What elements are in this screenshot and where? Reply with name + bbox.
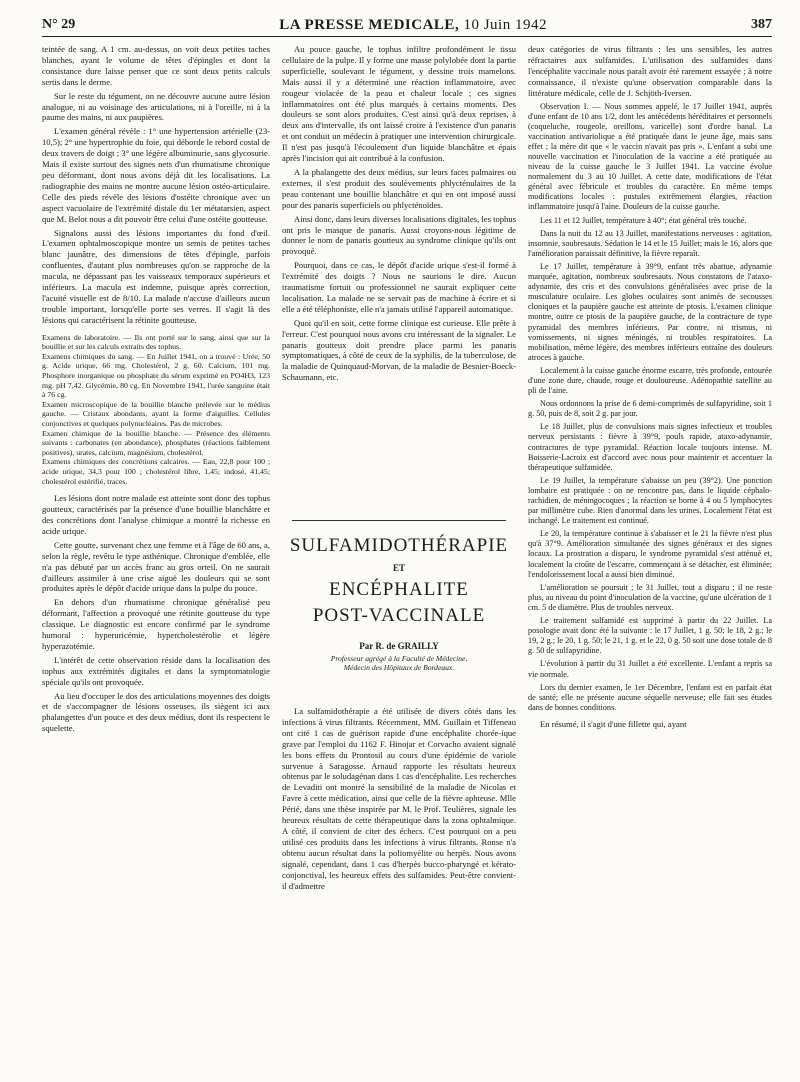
issue-number: N° 29	[42, 17, 76, 32]
paragraph: En dehors d'un rhumatisme chronique généralisé peu déformant, l'affection a provoqué une rétinite goutteuse du type classique. Le diagnostic est encore confirmé par le syndrome humoral : hyperuricémie, hypercholestérolie et légère hyperazotémie.	[42, 597, 270, 651]
paragraph: Sur le reste du tégument, on ne découvre aucune autre lésion analogue, ni au voisinage des articulations, ni à l'oreille, ni à la paume des mains, ni aux paupières.	[42, 90, 270, 123]
observation-paragraph: Le 17 Juillet, température à 39°9, enfant très abattue, adynamie marquée, agitation, nombreux soubresauts. Nous constatons de l'ataxo-adynamie, des cris et des convulsions généralisées avec prise de la musculature oculaire. Les globes oculaires sont animés de secousses cloniques et la paupière gauche est atteinte de ptosis. L'examen clinique montre, outre ce ptosis de la paupière gauche, de la contracture de type pyramidal des membres inférieurs. Par contre, ni trismus, ni vomissements, ni signes méningés, ni troubles respiratoires. La mobilisation, même légère, des membres inférieurs entraîne des douleurs atroces à gauche.	[528, 261, 772, 362]
observation-paragraph: Le 19 Juillet, la température s'abaisse un peu (39°2). Une ponction lombaire est pratiquée : on ne rencontre pas, dans le liquide céphalo-rachidien, de méningocoques ; la réaction se borne à 4 ou 5 lymphocytes par millimètre cube. Rien d'anormal dans les urines. Localement l'état est inchangé. Le traitement est continué.	[528, 475, 772, 526]
paragraph: Signalons aussi des lésions importantes du fond d'œil. L'examen ophtalmoscopique montre un semis de petites taches blanc jaunâtre, des dimensions de têtes d'épingle, parfois confluentes, d'autant plus nombreuses qu'on se rapproche de la macula, ne dépassant pas les vaisseaux temporaux supérieurs et inférieurs. La macula est indemne, puisque après correction, l'acuité visuelle est de 8/10. La malade n'accuse d'ailleurs aucun trouble important, lorsqu'elle porte ses verres. Il s'agit là des lésions qui caractérisent la rétinite goutteuse.	[42, 227, 270, 325]
observation-paragraph: Le traitement sulfamidé est supprimé à partir du 22 Juillet. La posologie avait donc été la suivante : le 17 Juillet, 1 g. 50; le 18, 2 g.; le 19, 2 g.; le 20, 1 g. 50; le 21, 1 g. et le 22, 0 g. 50 soit une dose totale de 8 g. 50 de sulfapyridine.	[528, 616, 772, 656]
observation-paragraph: Localement à la cuisse gauche énorme escarre, très profonde, entourée d'une zone dure, chaude, rouge et douloureuse. Adénopathie satellite au pli de l'aine.	[528, 365, 772, 396]
paragraph: En résumé, il s'agit d'une fillette qui, ayant	[540, 718, 687, 729]
page-number: 387	[750, 17, 772, 32]
article-author: Par R. de GRAILLY	[359, 641, 439, 651]
paragraph: Au pouce gauche, le tophus infiltre profondément le tissu cellulaire de la pulpe. Il y forme une masse polylobée dont la partie superficielle, soulevant le tégument, y dessine trois mamelons. Mais aussi il y a déterminé une réaction inflammatoire, avec rougeur violacée de la peau et chaleur locale ; ces signes inflammatoires ont été plus marqués à certains moments. Des douleurs se sont alors produites. C'est ainsi qu'à deux reprises, à deux ans d'intervalle, ils ont laissé croire à l'existence d'un panaris et ont conduit un médecin à pratiquer une intervention chirurgicale. Il n'est pas jusqu'à l'écoulement d'un liquide blanchâtre et épais après l'incision qui ait contribué à la confusion.	[282, 44, 516, 164]
column-right	[528, 44, 772, 733]
paragraph: L'intérêt de cette observation réside dans la localisation des tophus aux extrémités digitales et dans la symptomatologie spéciale qu'ils ont provoquée.	[42, 654, 270, 687]
running-header	[42, 14, 772, 37]
lab-results-block	[42, 333, 270, 487]
column-middle	[282, 44, 516, 386]
paragraph: L'examen général révèle : 1° une hypertension artérielle (23-10,5); 2° une hypertrophie du foie, qui déborde le rebord costal de deux travers de doigt ; 3° une légère albuminurie, sans glycosurie. Mais il existe surtout des signes nets d'un rhumatisme chronique peu déformant, dont nous avons déjà dit les localisations. La radiographie des mains ne montre aucune lésion ostéo-articulaire. Celle des pieds révèle des lésions d'ostéite chronique avec un aspect vacuolaire de l'extrémité distale du 1er métatarsien, aspect que M. Belot nous a dit pouvoir être celui d'une ostéite goutteuse.	[42, 126, 270, 224]
affiliation-line: Professeur agrégé à la Faculté de Médecine,	[330, 654, 468, 663]
affiliation-line: Médecin des Hôpitaux de Bordeaux.	[343, 663, 455, 672]
paragraph: Les lésions dont notre malade est atteinte sont donc des tophus goutteux, caractérisés par la présence d'une bouillie blanchâtre et des concrétions dont l'analyse chimique a montré la richesse en acide urique.	[42, 493, 270, 536]
journal-name: LA PRESSE MEDICALE,	[279, 16, 460, 33]
paragraph: Cette goutte, survenant chez une femme et à l'âge de 60 ans, a, selon la règle, revêtu le type asthénique. Chronique d'emblée, elle n'a pas débuté par un accès franc au gros orteil. On ne saurait d'ailleurs assimiler à une crise aiguë les douleurs qui se sont produites après le dépôt d'acide urique dans la pulpe du pouce.	[42, 539, 270, 594]
observation-paragraph: L'amélioration se poursuit ; le 31 Juillet, tout a disparu ; il ne reste plus, au niveau du point d'inoculation de la vaccine, qu'une ulcération de 1 cm. 5 de diamètre. Plus de troubles nerveux.	[528, 582, 772, 612]
article-title-line3: POST-VACCINALE	[312, 605, 486, 626]
observation-paragraph: Dans la nuit du 12 au 13 Juillet, manifestations nerveuses : agitation, insomnie, soubresauts. Sédation le 14 et le 15 Juillet; mais le 16, alors que l'amélioration paraissait définitive, la fièvre reparaît.	[528, 228, 772, 258]
article-title-conjunction: ET	[392, 563, 405, 573]
observation-paragraph: L'évolution à partir du 31 Juillet a été excellente. L'enfant a repris sa vie normale.	[528, 659, 772, 679]
paragraph: La sulfamidothérapie a été utilisée de divers côtés dans les infections à virus filtrants. Récemment, MM. Guillain et Tiffeneau ont cité 1 cas de guérison rapide d'une encéphalite chorée-ique grave par l'emploi du 1162 F. Hinojar et Corvacho avaient signalé les bons effets du Prontosil au cours d'une épidémie de variole survenue à Saragosse. Arnaud rapporte les résultats heureux obtenus par le soludagénan dans 1 cas d'encéphalite. Les recherches de Levaditi ont montré la sensibilité de la maladie de Nicolas et Favre à cette médication, ainsi que celle de la fièvre aphteuse. Mlle Périé, dans une thèse inspirée par M. le Prof. Teulières, signale les heureux résultats de cette thérapeutique dans la zona ophtalmique. A côté, il convient de citer des échecs. C'est pourquoi on a peu utilisé ces produits dans les infections à virus filtrants. Ronse n'a obtenu aucun résultat dans la poliomyélite ou herpès. Nous avons signalé, cependant, dans 1 cas d'herpès bucco-pharyngé et kérato-conjonctival, les heureux effets des sulfamides. Peut-être convient-il d'admettre	[282, 706, 516, 891]
column-left	[42, 44, 270, 737]
article-intro	[282, 706, 516, 894]
title-rule	[292, 520, 506, 521]
observation-block	[528, 102, 772, 713]
observation-paragraph: Observation I. — Nous sommes appelé, le 17 Juillet 1941, auprès d'une enfant de 10 ans 1/2, dont les antécédents héréditaires et personnels (coqueluche, rougeole, oreillons, varicelle) sont d'ordre banal. La vaccination antivariolique a été pratiquée dans le jeune âge, mais sans effet ; la mère dit que « le vaccin n'avait pas pris ». L'enfant a subi une nouvelle vaccination et l'inoculation de la vaccine a été pratiquée au niveau de la cuisse gauche le 3 Juillet 1941. La vaccine évolue normalement du 3 au 10 Juillet. A cette date, modifications de l'état général avec fébricule et troubles du caractère. En même temps modifications locales : pustules extrêmement élargies, réaction inflammatoire jusqu'à l'aine. Douleurs de la cuisse gauche.	[528, 101, 772, 212]
observation-paragraph: Le 20, la température continue à s'abaisser et le 21 la fièvre n'est plus qu'à 37°9. Amélioration simultanée des signes généraux et des signes locaux. La prostration a disparu, le syndrome pyramidal s'est atténué et, localement la croûte de l'escarre, commençant à se détacher, est éliminée; l'endolorissement local a aussi bien diminué.	[528, 529, 772, 579]
lab-paragraph: Examen microscopique de la bouillie blanche prélevée sur le médius gauche. — Cristaux abondants, ayant la forme d'aiguilles. Cellules conjonctives et quelques polynucléaires. Pas de microbes.	[42, 399, 270, 428]
journal-title	[279, 17, 547, 34]
paragraph: Au lieu d'occuper le dos des articulations moyennes des doigts et de s'accompagner de lésions osseuses, ils siègent ici aux phalangettes d'un pouce et des deux médius, dont ils respectent le squelette.	[42, 690, 270, 734]
observation-paragraph: Nous ordonnons la prise de 6 demi-comprimés de sulfapyridine, soit 1 g. 50, puis de 8, soit 2 g. par jour.	[528, 399, 772, 419]
paragraph: teintée de sang. A 1 cm. au-dessus, on voit deux petites taches blanches, ayant le volume de têtes d'épingles et dont la consistance dure laisse penser que ce sont deux petits calculs sertis dans le derme.	[42, 44, 270, 87]
lab-paragraph: Examens chimiques du sang. — En Juillet 1941, on a trouvé : Urée, 50 g. Acide urique, 66 mg. Cholestérol, 2 g. 60. Calcium, 101 mg. Phosphore inorganique ou phosphate du sérum exprimé en PO4H3, 123 mg. pH 7,42. Glycémie, 80 cg. En Novembre 1941, l'urée sanguine était à 76 cg.	[42, 351, 270, 400]
paragraph: A la phalangette des deux médius, sur leurs faces palmaires ou externes, il s'est produit des soulèvements phlycténulaires de la peau contenant une bouillie blanchâtre et qui en ont imposé aussi pour des panaris superficiels ou phlycténoïdes.	[282, 166, 516, 210]
issue-date: 10 Juin 1942	[463, 16, 547, 33]
observation-paragraph: Lors du dernier examen, le 1er Décembre, l'enfant est en parfait état de santé; elle ne présente aucune séquelle nerveuse; elle fait ses études dans de bonnes conditions.	[528, 682, 772, 712]
lab-paragraph: Examens de laboratoire. — Ils ont porté sur le sang, ainsi que sur la bouillie et sur les calculs extraits des tophus.	[42, 332, 270, 352]
lab-paragraph: Examen chimique de la bouillie blanche. — Présence des éléments suivants : carbonates (en abondance), phosphates (réactions faiblement positives), urates, calcium, magnésium, cholestérol.	[42, 428, 270, 457]
article-title-line2: ENCÉPHALITE	[329, 579, 469, 600]
paragraph: Quoi qu'il en soit, cette forme clinique est curieuse. Elle prête à l'erreur. C'est pourquoi nous avons cru intéressant de la signaler. Le panaris goutteux doit prendre place parmi les panaris symptomatiques, à côté de ceux de la syphilis, de la tuberculose, de la maladie de Quinquaud-Morvan, de la maladie de Besnier-Boeck-Schaumann, etc.	[282, 317, 516, 383]
paragraph: Pourquoi, dans ce cas, le dépôt d'acide urique s'est-il formé à l'extrémité des doigts ? Nous ne saurions le dire. Aucun traumatisme fortuit ou professionnel ne saurait expliquer cette localisation. La malade ne se servait pas de machine à écrire et si elle a été téléphoniste, elle n'a jamais utilisé l'appareil automatique.	[282, 260, 516, 314]
article-title-line1: SULFAMIDOTHÉRAPIE	[289, 535, 509, 556]
lab-paragraph: Examens chimiques des concrétions calcaires. — Eau, 22,8 pour 100 ; acide urique, 34,3 pour 100 ; cholestérol libre, 1,45; indosé, 41,45; cholestérol estérifié, traces.	[42, 457, 270, 486]
article-title-block	[282, 520, 516, 672]
author-affiliation	[282, 654, 516, 672]
paragraph: Ainsi donc, dans leurs diverses localisations digitales, les tophus ont pris le masque de panaris. Aussi croyons-nous légitime de donner le nom de panaris goutteux au syndrome clinique qu'ils ont provoqué.	[282, 213, 516, 257]
observation-paragraph: Le 18 Juillet, plus de convulsions mais signes infectieux et troubles nerveux persistants : fièvre à 39°9, pouls rapide, ataxo-adynamie, contractures de type pyramidal. Réaction locale toujours intense. M. Boisserie-Lacroix est d'accord avec nous pour maintenir et accentuer la thérapeutique sulfamidée.	[528, 422, 772, 472]
observation-paragraph: Les 11 et 12 Juillet, température à 40°; état général très touché.	[540, 215, 747, 225]
paragraph: deux catégories de virus filtrants : les uns sensibles, les autres réfractaires aux sulfamides. L'utilisation des sulfamides dans l'encéphalite vaccinale nous paraît avoir été rarement essayée ; à notre connaissance, il n'existe qu'une observation comparable dans la littérature médicale, celle de J. Schjöth-Iversen.	[528, 44, 772, 98]
